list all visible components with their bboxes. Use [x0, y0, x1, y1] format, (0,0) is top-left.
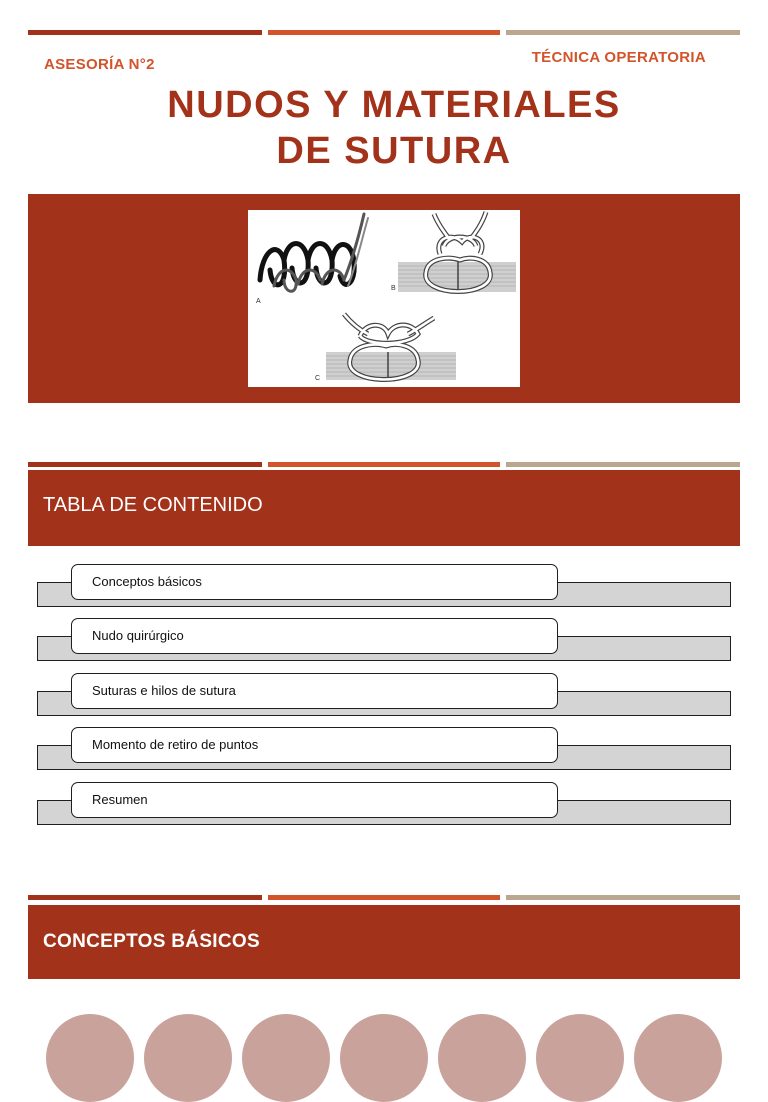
- title-line-1: NUDOS Y MATERIALES: [167, 84, 621, 126]
- page-title: [0, 82, 768, 174]
- toc-item[interactable]: [36, 673, 734, 709]
- decorative-circle: [438, 1014, 526, 1102]
- tecnica-operatoria-label: TÉCNICA OPERATORIA: [531, 49, 706, 66]
- conceptos-heading: CONCEPTOS BÁSICOS: [43, 931, 260, 952]
- figure-label-c: C: [315, 375, 321, 382]
- stripe-orange: [268, 30, 500, 35]
- stripe-tan: [506, 462, 740, 467]
- toc-item-conceptos-basicos[interactable]: Conceptos básicos: [71, 564, 558, 600]
- decorative-circle: [242, 1014, 330, 1102]
- stripe-tan: [506, 895, 740, 900]
- top-stripes: [28, 30, 740, 35]
- toc-stripes: [28, 462, 740, 467]
- toc-heading-band: [28, 470, 740, 546]
- stripe-tan: [506, 30, 740, 35]
- decorative-circle: [536, 1014, 624, 1102]
- toc-item[interactable]: [36, 782, 734, 818]
- toc-item[interactable]: [36, 564, 734, 600]
- stripe-orange: [268, 895, 500, 900]
- hero-band: [28, 194, 740, 403]
- asesoria-label: ASESORÍA N°2: [44, 56, 155, 73]
- decorative-circle: [634, 1014, 722, 1102]
- toc-item-retiro-de-puntos[interactable]: Momento de retiro de puntos: [71, 727, 558, 763]
- toc-item-suturas-e-hilos[interactable]: Suturas e hilos de sutura: [71, 673, 558, 709]
- stripe-dark: [28, 30, 262, 35]
- conceptos-heading-band: [28, 905, 740, 979]
- suture-knot-figure: [248, 210, 520, 387]
- toc-heading: TABLA DE CONTENIDO: [43, 494, 263, 516]
- decorative-circle: [46, 1014, 134, 1102]
- decorative-circle: [144, 1014, 232, 1102]
- decorative-circle: [340, 1014, 428, 1102]
- title-line-2: DE SUTURA: [276, 130, 512, 172]
- toc-item-resumen[interactable]: Resumen: [71, 782, 558, 818]
- figure-label-a: A: [256, 298, 261, 305]
- toc-item[interactable]: [36, 727, 734, 763]
- toc-item-nudo-quirurgico[interactable]: Nudo quirúrgico: [71, 618, 558, 654]
- figure-label-b: B: [391, 285, 396, 292]
- stripe-orange: [268, 462, 500, 467]
- stripe-dark: [28, 895, 262, 900]
- conceptos-stripes: [28, 895, 740, 900]
- toc-item[interactable]: [36, 618, 734, 654]
- stripe-dark: [28, 462, 262, 467]
